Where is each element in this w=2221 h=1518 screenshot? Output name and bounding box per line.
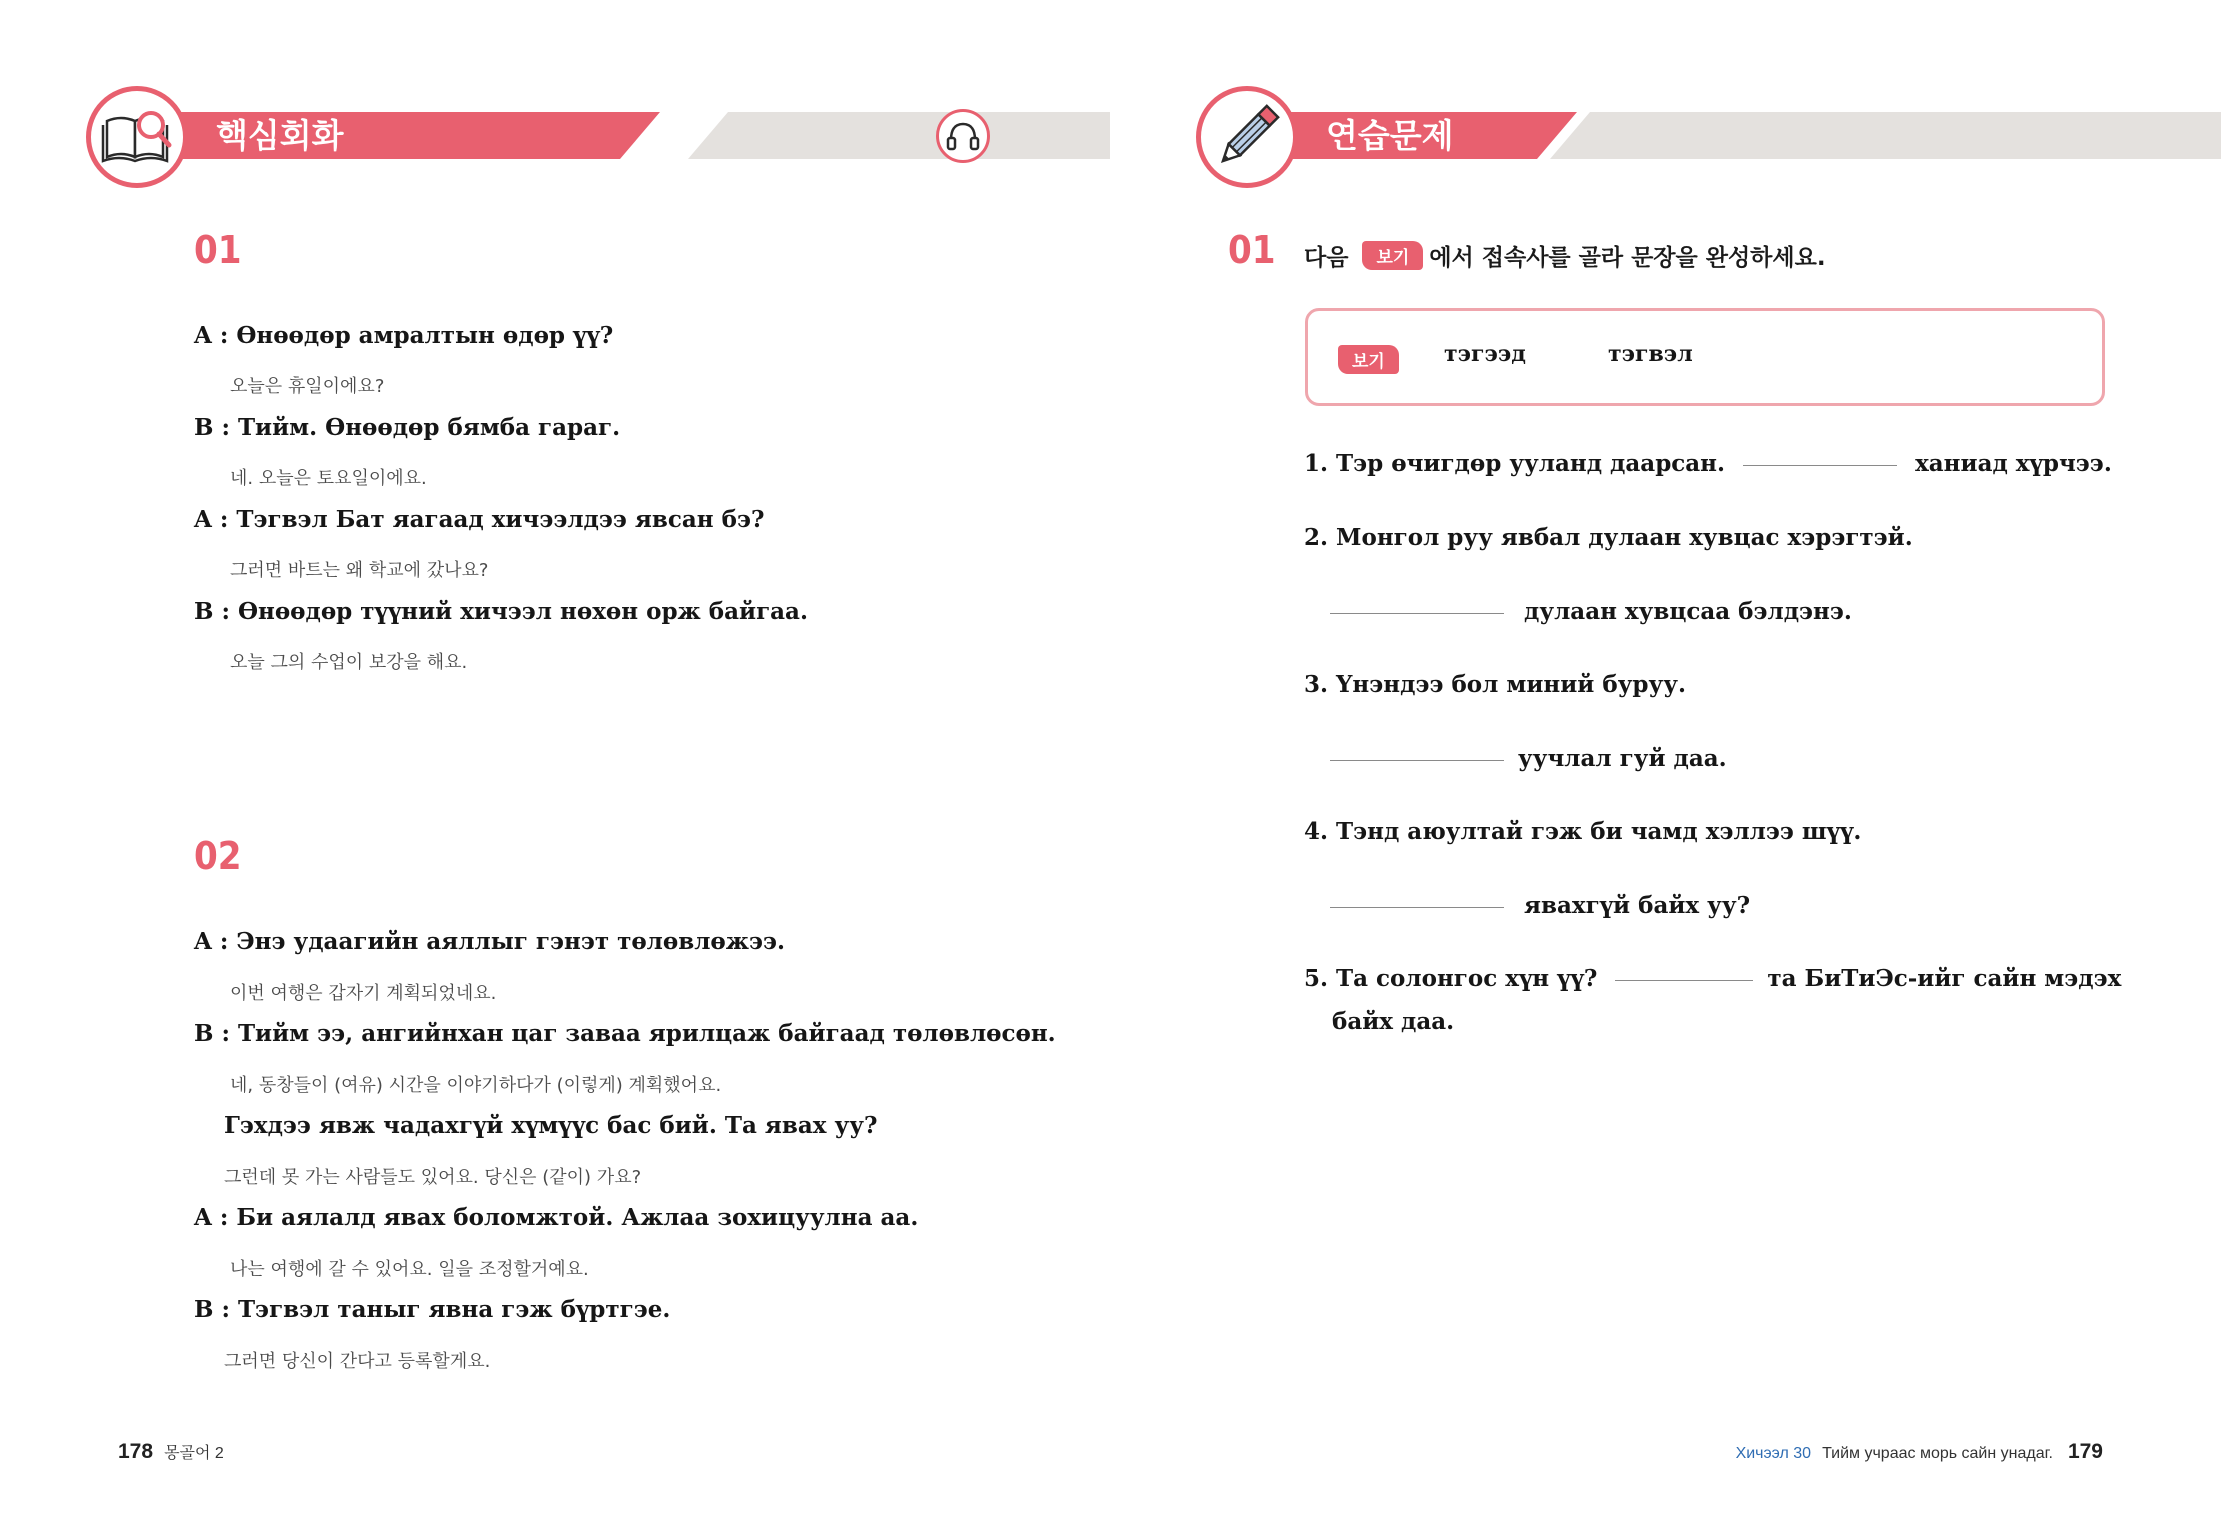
right-footer (1736, 1440, 2103, 1464)
answer-blank[interactable] (1330, 759, 1504, 761)
question-2-cont: дулаан хувцсаа бэлдэнэ. (1330, 598, 1852, 625)
left-footer (118, 1440, 224, 1464)
dialogue-line: A : Би аялалд явах боломжтой. Ажлаа зохицуулна аа. (194, 1204, 919, 1231)
dialogue-translation: 그러면 바트는 왜 학교에 갔나요? (230, 560, 489, 581)
exercise-number: 01 (1228, 228, 1276, 272)
header-title: 핵심회화 (216, 116, 344, 155)
question-4: 4. Тэнд аюултай гэж би чамд хэллээ шүү. (1304, 818, 1862, 845)
dialogue-translation: 나는 여행에 갈 수 있어요. 일을 조정할거예요. (230, 1259, 589, 1280)
answer-blank[interactable] (1330, 906, 1504, 908)
word-box (1305, 308, 2105, 406)
answer-blank[interactable] (1615, 979, 1753, 981)
section-number: 01 (194, 228, 242, 272)
lesson-title: Тийм учраас морь сайн унадаг. (1822, 1445, 2053, 1462)
dialogue-translation: 오늘은 휴일이에요? (230, 376, 385, 397)
pencil-icon (1196, 86, 1298, 188)
question-5-cont: байх даа. (1332, 1008, 1455, 1035)
section-number: 02 (194, 834, 242, 878)
header-gray-bar (1550, 112, 2221, 159)
answer-blank[interactable] (1743, 464, 1897, 466)
dialogue-line: A : Энэ удаагийн аяллыг гэнэт төлөвлөжээ. (194, 928, 786, 955)
page-number: 179 (2067, 1440, 2103, 1463)
question-2: 2. Монгол руу явбал дулаан хувцас хэрэгтэй. (1304, 524, 1913, 551)
question-1: 1. Тэр өчигдөр ууланд даарсан. ханиад хүрчээ. (1304, 450, 2112, 477)
question-4-cont: явахгүй байх уу? (1330, 892, 1750, 919)
bogi-tag: 보기 (1362, 241, 1423, 270)
dialogue-line: Гэхдээ явж чадахгүй хүмүүс бас бий. Та явах уу? (224, 1112, 878, 1139)
dialogue-line: B : Өнөөдөр түүний хичээл нөхөн орж байгаа. (194, 598, 808, 625)
dialogue-line: A : Тэгвэл Бат яагаад хичээлдээ явсан бэ? (194, 506, 765, 533)
bogi-tag: 보기 (1338, 345, 1399, 374)
lesson-number: Хичээл 30 (1735, 1445, 1812, 1462)
dialogue-translation: 이번 여행은 갑자기 계획되었네요. (230, 983, 497, 1004)
book-magnifier-icon (86, 86, 188, 188)
dialogue-line: B : Тийм ээ, ангийнхан цаг заваа ярилцаж байгаад төлөвлөсөн. (194, 1020, 1056, 1047)
header-title: 연습문제 (1326, 116, 1454, 155)
word-option: тэгвэл (1608, 341, 1693, 367)
headphones-icon[interactable] (936, 109, 990, 163)
header-gray-bar (688, 112, 1110, 159)
dialogue-translation: 그러면 당신이 간다고 등록할게요. (224, 1351, 491, 1372)
question-3: 3. Үнэндээ бол миний буруу. (1304, 671, 1686, 698)
dialogue-line: B : Тийм. Өнөөдөр бямба гараг. (194, 414, 621, 441)
dialogue-translation: 네. 오늘은 토요일이에요. (230, 468, 427, 489)
book-title: 몽골어 2 (164, 1445, 224, 1462)
page-number: 178 (118, 1440, 154, 1463)
question-5: 5. Та солонгос хүн үү? та БиТиЭс-ийг сайн мэдэх (1304, 965, 2122, 992)
dialogue-line: B : Тэгвэл таныг явна гэж бүртгэе. (194, 1296, 671, 1323)
dialogue-translation: 오늘 그의 수업이 보강을 해요. (230, 652, 468, 673)
dialogue-line: A : Өнөөдөр амралтын өдөр үү? (194, 322, 614, 349)
word-option: тэгээд (1444, 341, 1526, 367)
exercise-instruction: 다음 보기 에서 접속사를 골라 문장을 완성하세요. (1304, 239, 1826, 272)
answer-blank[interactable] (1330, 612, 1504, 614)
dialogue-translation: 그런데 못 가는 사람들도 있어요. 당신은 (같이) 가요? (224, 1167, 642, 1188)
dialogue-translation: 네, 동창들이 (여유) 시간을 이야기하다가 (이렇게) 계획했어요. (230, 1075, 722, 1096)
question-3-cont: уучлал гуй даа. (1330, 745, 1727, 772)
